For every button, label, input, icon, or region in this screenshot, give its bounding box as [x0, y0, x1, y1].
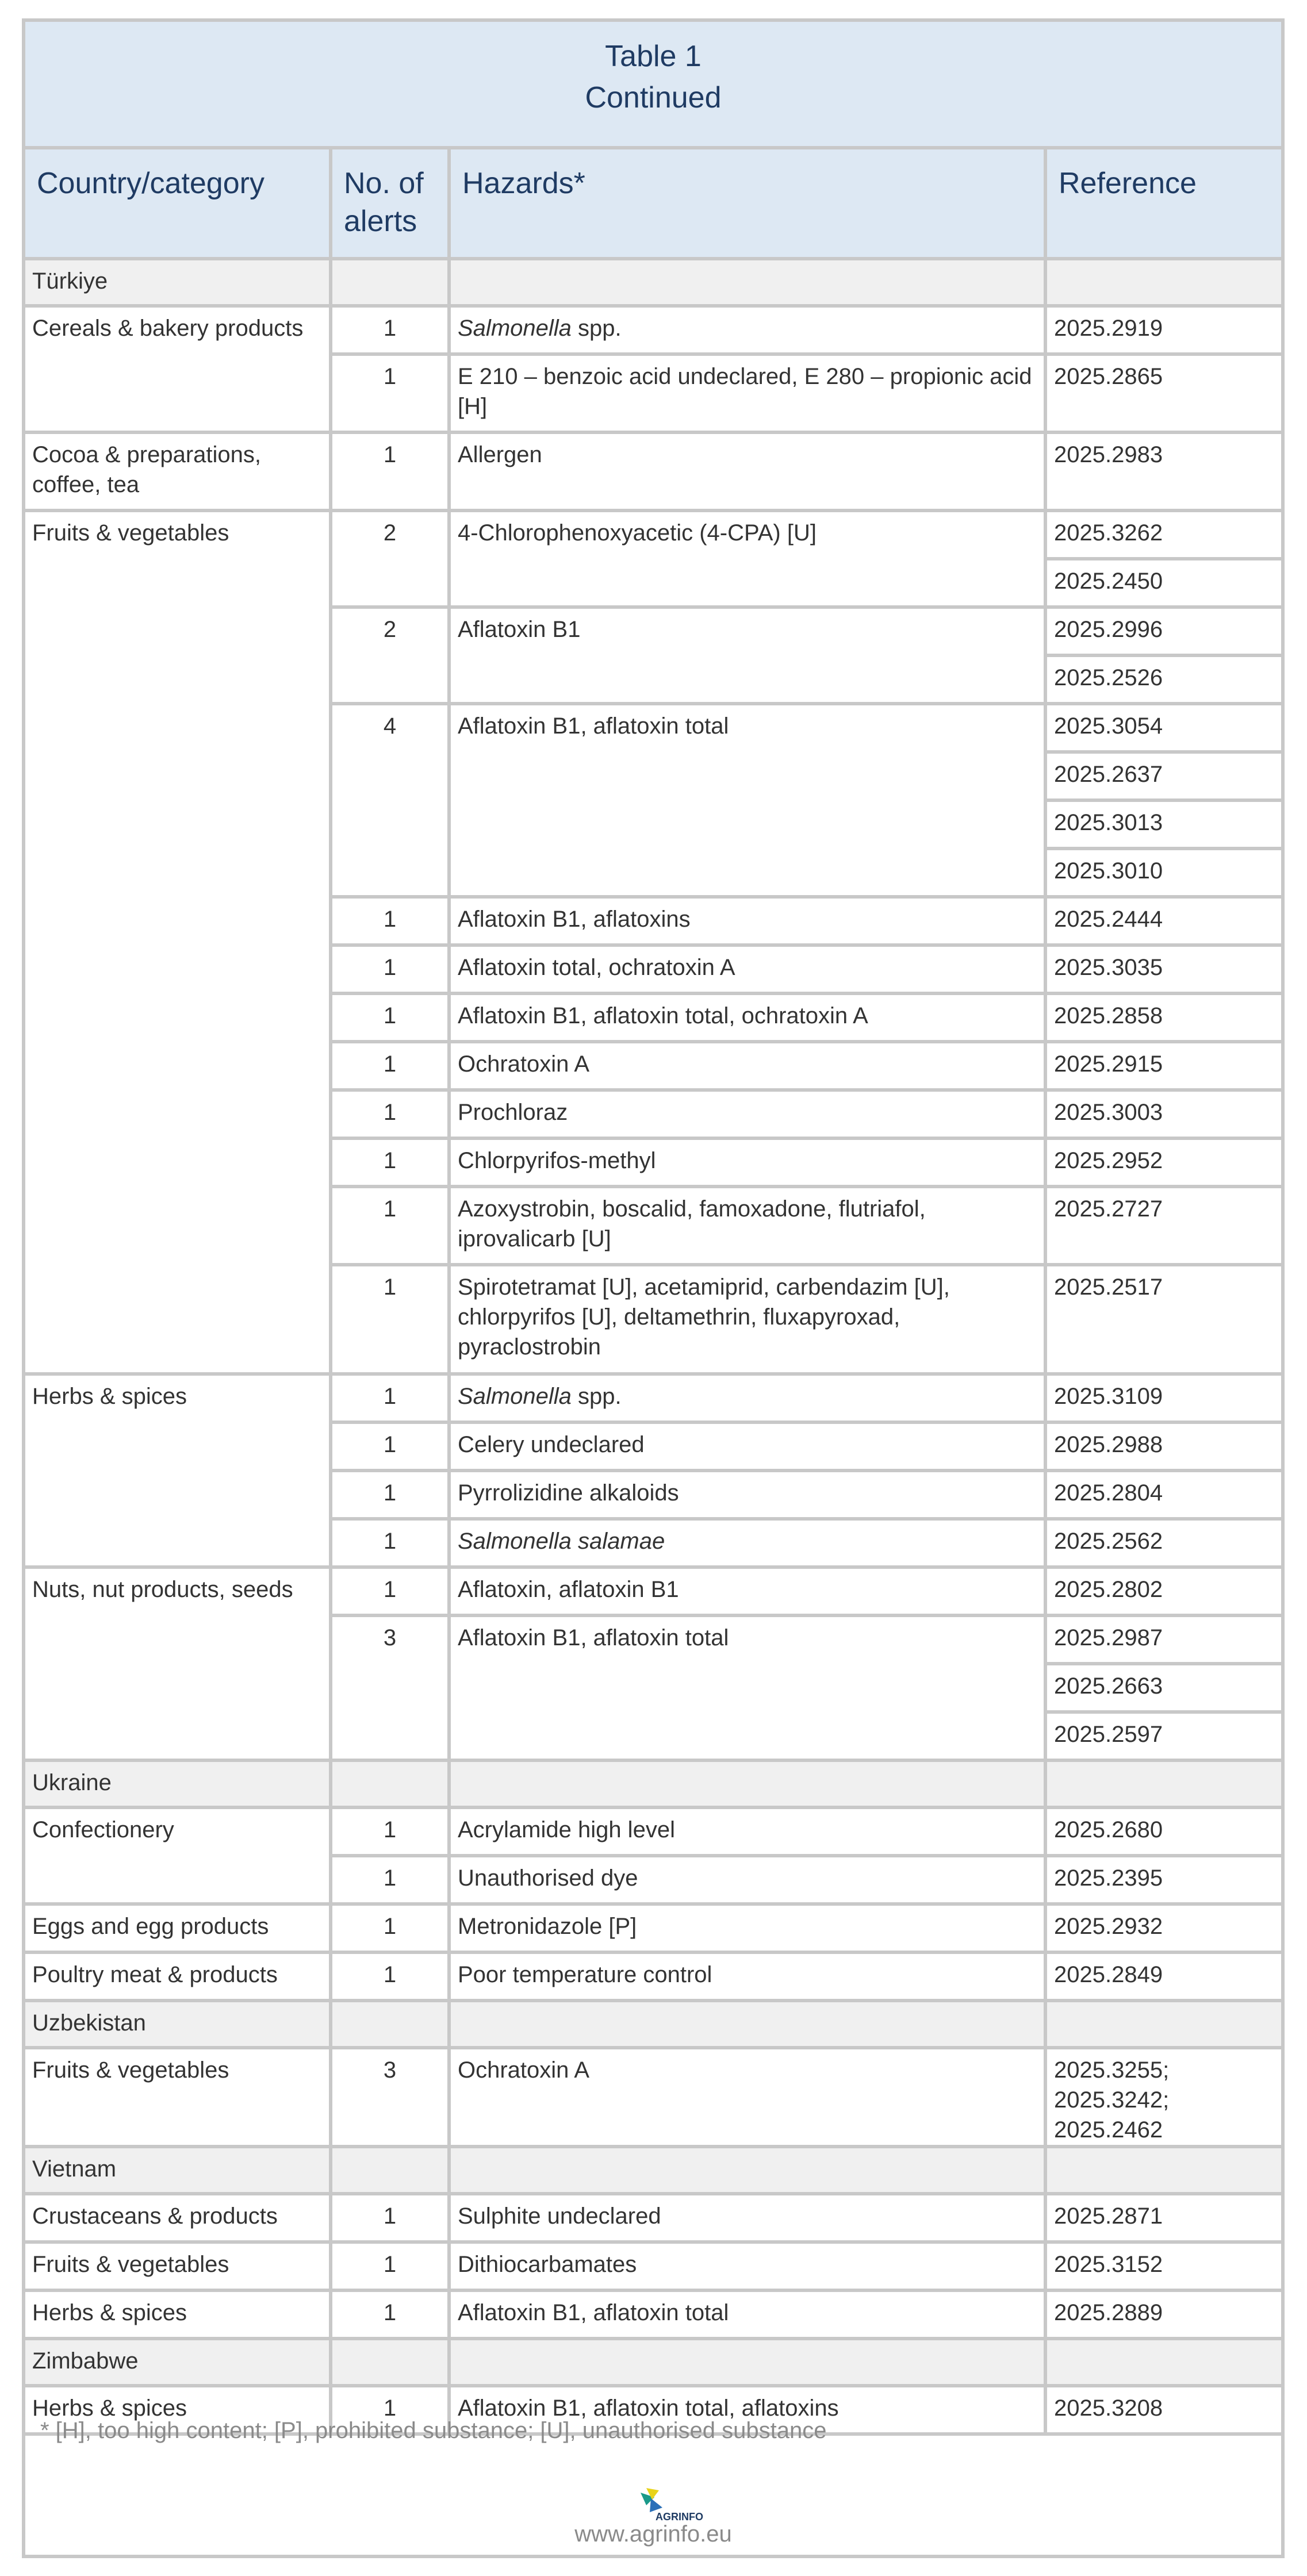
- reference-cell: 2025.3054: [1045, 704, 1281, 752]
- category-cell: Confectionery: [25, 1807, 331, 1904]
- table-row: [25, 1952, 1281, 2001]
- hazard-suffix: spp.: [571, 1384, 622, 1409]
- reference-cell: 2025.3109: [1045, 1374, 1281, 1422]
- reference-cell: 2025.3255; 2025.3242; 2025.2462: [1045, 2048, 1281, 2147]
- country-row-empty-cell: [1045, 2147, 1281, 2194]
- table-row: [25, 510, 1281, 559]
- hazard-cell: Aflatoxin B1, aflatoxin total: [449, 2290, 1045, 2339]
- country-row: [25, 259, 1281, 306]
- alerts-cell: 1: [331, 2290, 449, 2339]
- hazard-cell: Azoxystrobin, boscalid, famoxadone, flutriafol, iprovalicarb [U]: [449, 1187, 1045, 1265]
- alerts-cell: 1: [331, 2386, 449, 2434]
- country-name: Ukraine: [25, 1760, 331, 1807]
- country-row-empty-cell: [449, 2001, 1045, 2048]
- table-row: [25, 1807, 1281, 1856]
- alerts-cell: 1: [331, 1138, 449, 1187]
- country-row-empty-cell: [331, 259, 449, 306]
- reference-cell: 2025.3262: [1045, 510, 1281, 559]
- reference-cell: 2025.2983: [1045, 432, 1281, 510]
- alerts-cell: 1: [331, 354, 449, 432]
- reference-cell: 2025.2517: [1045, 1265, 1281, 1374]
- reference-cell: 2025.2444: [1045, 897, 1281, 945]
- country-row: [25, 2339, 1281, 2386]
- alerts-cell: 1: [331, 432, 449, 510]
- reference-cell: 2025.3208: [1045, 2386, 1281, 2434]
- category-cell: Fruits & vegetables: [25, 510, 331, 1374]
- table-title: [25, 22, 1281, 149]
- hazard-cell: Unauthorised dye: [449, 1856, 1045, 1904]
- category-cell: Crustaceans & products: [25, 2194, 331, 2242]
- reference-cell: 2025.2802: [1045, 1567, 1281, 1615]
- hazard-cell: Spirotetramat [U], acetamiprid, carbendazim [U], chlorpyrifos [U], deltamethrin, fluxapyroxad, pyraclostrobin: [449, 1265, 1045, 1374]
- table-row: [25, 306, 1281, 354]
- country-row-empty-cell: [331, 1760, 449, 1807]
- reference-cell: 2025.3010: [1045, 849, 1281, 897]
- table-row: [25, 2290, 1281, 2339]
- table-row: [25, 2194, 1281, 2242]
- website-url: www.agrinfo.eu: [574, 2521, 732, 2547]
- table-row: [25, 1567, 1281, 1615]
- alerts-cell: 1: [331, 2194, 449, 2242]
- hazard-cell: Aflatoxin B1, aflatoxin total: [449, 1615, 1045, 1760]
- alerts-cell: 1: [331, 1374, 449, 1422]
- alerts-cell: 1: [331, 306, 449, 354]
- table-row: [25, 432, 1281, 510]
- hazard-cell: Ochratoxin A: [449, 2048, 1045, 2147]
- category-cell: Poultry meat & products: [25, 1952, 331, 2001]
- country-name: Uzbekistan: [25, 2001, 331, 2048]
- alerts-cell: 1: [331, 1042, 449, 1090]
- reference-cell: 2025.2871: [1045, 2194, 1281, 2242]
- hazard-italic: Salmonella: [458, 1384, 572, 1409]
- reference-cell: 2025.2450: [1045, 559, 1281, 607]
- reference-cell: 2025.2663: [1045, 1664, 1281, 1712]
- country-name: Vietnam: [25, 2147, 331, 2194]
- table-frame: [22, 18, 1285, 2558]
- table-row: [25, 1374, 1281, 1422]
- country-row: [25, 2001, 1281, 2048]
- country-row-empty-cell: [331, 2001, 449, 2048]
- alerts-cell: 1: [331, 2242, 449, 2290]
- alerts-table: [25, 149, 1281, 2436]
- alerts-cell: 1: [331, 993, 449, 1042]
- hazard-cell: Acrylamide high level: [449, 1807, 1045, 1856]
- hazard-cell: Ochratoxin A: [449, 1042, 1045, 1090]
- header-country: Country/category: [25, 149, 331, 259]
- reference-cell: 2025.3035: [1045, 945, 1281, 993]
- hazard-cell: Aflatoxin B1: [449, 607, 1045, 704]
- reference-cell: 2025.2987: [1045, 1615, 1281, 1664]
- hazard-cell: Aflatoxin total, ochratoxin A: [449, 945, 1045, 993]
- alerts-cell: 1: [331, 1187, 449, 1265]
- hazard-cell: Pyrrolizidine alkaloids: [449, 1471, 1045, 1519]
- alerts-cell: 1: [331, 1952, 449, 2001]
- reference-cell: 2025.2889: [1045, 2290, 1281, 2339]
- category-cell: Cereals & bakery products: [25, 306, 331, 432]
- alerts-cell: 1: [331, 1471, 449, 1519]
- hazard-cell: Aflatoxin, aflatoxin B1: [449, 1567, 1045, 1615]
- hazard-cell: Chlorpyrifos-methyl: [449, 1138, 1045, 1187]
- table-row: [25, 2242, 1281, 2290]
- country-row-empty-cell: [331, 2147, 449, 2194]
- reference-cell: 2025.2996: [1045, 607, 1281, 655]
- reference-cell: 2025.3003: [1045, 1090, 1281, 1138]
- reference-cell: 2025.2637: [1045, 752, 1281, 800]
- hazard-italic: Salmonella: [458, 316, 572, 341]
- reference-cell: 2025.3152: [1045, 2242, 1281, 2290]
- reference-cell: 2025.2562: [1045, 1519, 1281, 1567]
- hazard-cell: Dithiocarbamates: [449, 2242, 1045, 2290]
- reference-cell: 2025.2597: [1045, 1712, 1281, 1760]
- country-name: Zimbabwe: [25, 2339, 331, 2386]
- hazard-cell: Aflatoxin B1, aflatoxins: [449, 897, 1045, 945]
- table-number: Table 1: [605, 40, 702, 73]
- hazard-cell: [449, 1374, 1045, 1422]
- category-cell: Cocoa & preparations, coffee, tea: [25, 432, 331, 510]
- reference-cell: 2025.2680: [1045, 1807, 1281, 1856]
- alerts-cell: 1: [331, 945, 449, 993]
- country-row-empty-cell: [1045, 259, 1281, 306]
- category-cell: Fruits & vegetables: [25, 2242, 331, 2290]
- reference-cell: 2025.2952: [1045, 1138, 1281, 1187]
- alerts-cell: 1: [331, 1567, 449, 1615]
- alerts-cell: 1: [331, 1422, 449, 1471]
- country-row-empty-cell: [449, 2339, 1045, 2386]
- hazard-cell: Celery undeclared: [449, 1422, 1045, 1471]
- alerts-cell: 3: [331, 1615, 449, 1760]
- country-row-empty-cell: [449, 259, 1045, 306]
- reference-cell: 2025.2915: [1045, 1042, 1281, 1090]
- table-body: [25, 259, 1281, 2434]
- category-cell: Fruits & vegetables: [25, 2048, 331, 2147]
- table-row: [25, 1904, 1281, 1952]
- reference-cell: 2025.2849: [1045, 1952, 1281, 2001]
- alerts-cell: 1: [331, 1807, 449, 1856]
- hazard-cell: Prochloraz: [449, 1090, 1045, 1138]
- reference-cell: 2025.2988: [1045, 1422, 1281, 1471]
- hazard-cell: Aflatoxin B1, aflatoxin total, aflatoxins: [449, 2386, 1045, 2434]
- alerts-cell: 1: [331, 1265, 449, 1374]
- header-row: [25, 149, 1281, 259]
- hazard-cell: Poor temperature control: [449, 1952, 1045, 2001]
- country-row-empty-cell: [449, 1760, 1045, 1807]
- table-subtitle: Continued: [585, 81, 722, 114]
- reference-cell: 2025.2395: [1045, 1856, 1281, 1904]
- hazard-cell: Aflatoxin B1, aflatoxin total: [449, 704, 1045, 897]
- hazard-italic: Salmonella salamae: [458, 1529, 665, 1554]
- category-cell: Nuts, nut products, seeds: [25, 1567, 331, 1760]
- alerts-cell: 4: [331, 704, 449, 897]
- hazard-cell: Metronidazole [P]: [449, 1904, 1045, 1952]
- reference-cell: 2025.2919: [1045, 306, 1281, 354]
- hazard-cell: Aflatoxin B1, aflatoxin total, ochratoxin A: [449, 993, 1045, 1042]
- category-cell: Herbs & spices: [25, 2290, 331, 2339]
- reference-cell: 2025.2858: [1045, 993, 1281, 1042]
- country-row-empty-cell: [1045, 1760, 1281, 1807]
- reference-cell: 2025.3013: [1045, 800, 1281, 849]
- alerts-cell: 1: [331, 1904, 449, 1952]
- hazard-cell: E 210 – benzoic acid undeclared, E 280 – propionic acid [H]: [449, 354, 1045, 432]
- country-row-empty-cell: [449, 2147, 1045, 2194]
- category-cell: Eggs and egg products: [25, 1904, 331, 1952]
- category-cell: Herbs & spices: [25, 2386, 331, 2434]
- hazard-cell: Sulphite undeclared: [449, 2194, 1045, 2242]
- hazard-suffix: spp.: [571, 316, 622, 341]
- reference-cell: 2025.2727: [1045, 1187, 1281, 1265]
- logo-text: AGRINFO: [656, 2511, 703, 2523]
- header-reference: Reference: [1045, 149, 1281, 259]
- country-name: Türkiye: [25, 259, 331, 306]
- alerts-cell: 3: [331, 2048, 449, 2147]
- hazard-cell: 4-Chlorophenoxyacetic (4-CPA) [U]: [449, 510, 1045, 607]
- country-row-empty-cell: [331, 2339, 449, 2386]
- hazard-cell: [449, 306, 1045, 354]
- alerts-cell: 1: [331, 897, 449, 945]
- category-cell: Herbs & spices: [25, 1374, 331, 1567]
- country-row-empty-cell: [1045, 2339, 1281, 2386]
- alerts-cell: 1: [331, 1090, 449, 1138]
- header-hazards: Hazards*: [449, 149, 1045, 259]
- header-alerts: No. of alerts: [331, 149, 449, 259]
- reference-cell: 2025.2804: [1045, 1471, 1281, 1519]
- reference-cell: 2025.2865: [1045, 354, 1281, 432]
- alerts-cell: 1: [331, 1519, 449, 1567]
- country-row: [25, 2147, 1281, 2194]
- alerts-cell: 2: [331, 510, 449, 607]
- hazard-cell: Allergen: [449, 432, 1045, 510]
- hazard-cell: [449, 1519, 1045, 1567]
- reference-cell: 2025.2526: [1045, 655, 1281, 704]
- country-row: [25, 1760, 1281, 1807]
- alerts-cell: 1: [331, 1856, 449, 1904]
- alerts-cell: 2: [331, 607, 449, 704]
- country-row-empty-cell: [1045, 2001, 1281, 2048]
- reference-cell: 2025.2932: [1045, 1904, 1281, 1952]
- footnote: * [H], too high content; [P], prohibited substance; [U], unauthorised substance: [40, 2418, 827, 2443]
- table-row: [25, 2048, 1281, 2147]
